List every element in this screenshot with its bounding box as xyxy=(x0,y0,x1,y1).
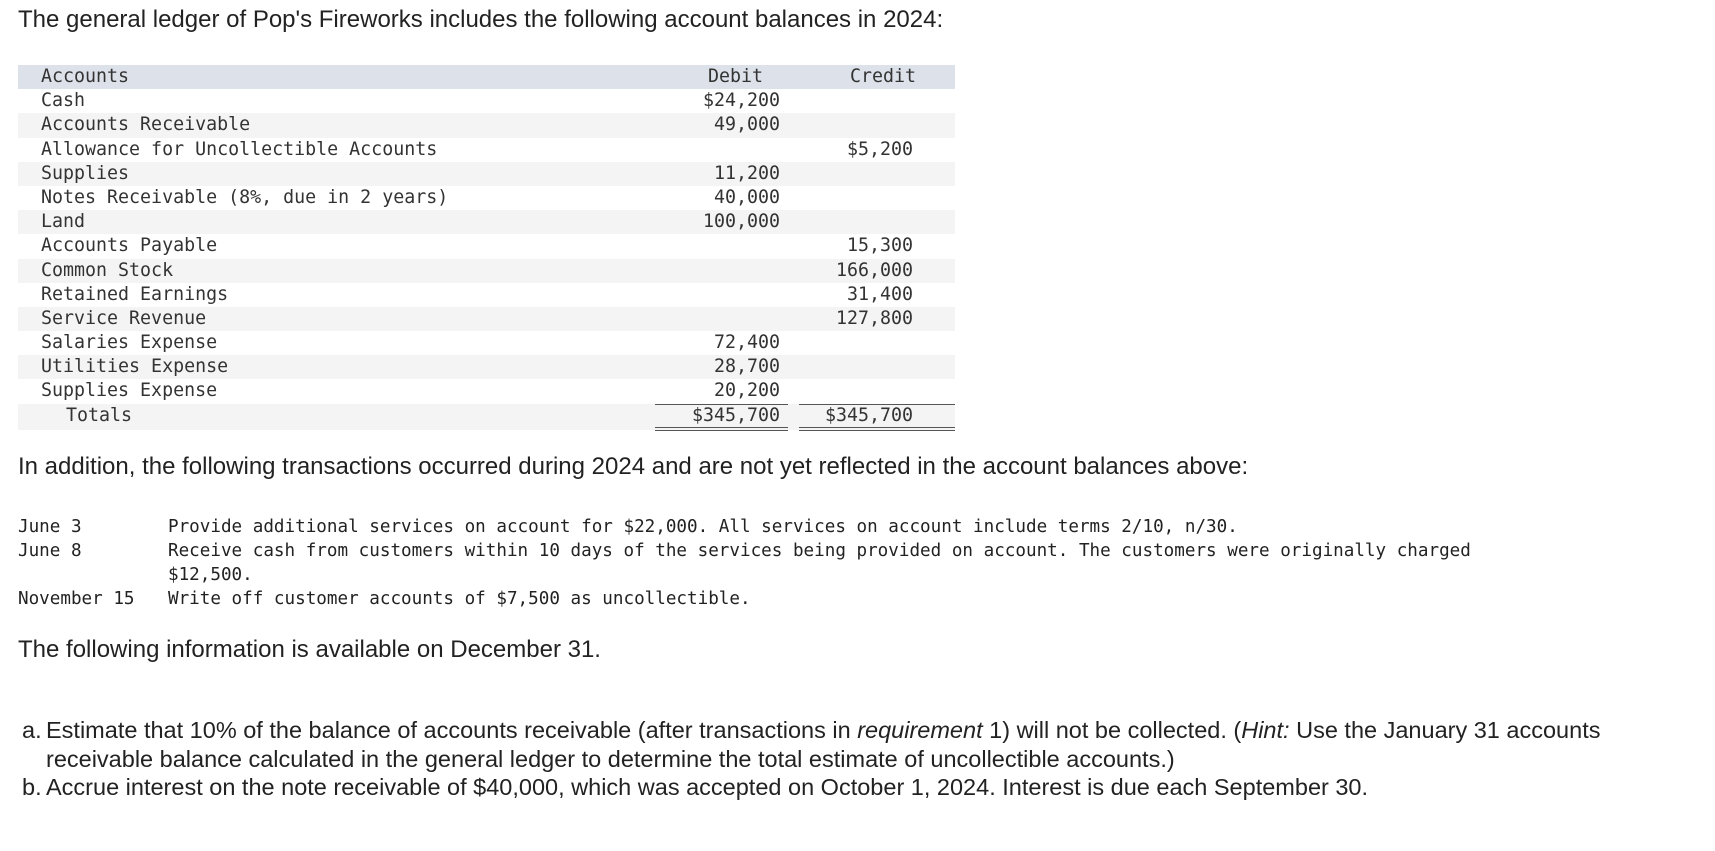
ledger-account-name: Cash xyxy=(41,90,86,112)
ledger-account-name: Salaries Expense xyxy=(41,332,218,354)
ledger-row xyxy=(18,89,955,113)
requirement-a-letter: a. xyxy=(22,717,42,743)
transaction-description: Receive cash from customers within 10 days of the services being provided on account. The customers were originally charged $12,500. xyxy=(168,541,1471,585)
ledger-account-name: Supplies xyxy=(41,162,130,184)
ledger-account-name: Land xyxy=(41,211,86,233)
header-credit: Credit xyxy=(850,66,917,87)
header-debit: Debit xyxy=(708,66,764,87)
ledger-credit-amount: $5,200 xyxy=(846,138,913,160)
ledger-debit-amount: 28,700 xyxy=(713,356,780,378)
transaction-date: June 3 xyxy=(18,517,82,537)
ledger-row xyxy=(18,355,955,379)
ledger-row xyxy=(18,331,955,355)
info-intro: The following information is available on December 31. xyxy=(18,636,601,663)
ledger-header-row xyxy=(18,65,955,89)
ledger-debit-amount: 100,000 xyxy=(702,211,780,233)
requirement-b-letter: b. xyxy=(22,774,42,801)
requirement-a-text: Use the January 31 accounts receivable balance calculated in the general ledger to determine the total estimate of uncollectible accounts.) xyxy=(46,717,1601,772)
ledger-account-name: Service Revenue xyxy=(41,307,207,329)
totals-label: Totals xyxy=(66,404,133,426)
transaction-row xyxy=(18,515,1513,539)
ledger-row xyxy=(18,234,955,258)
ledger-body xyxy=(18,89,955,403)
ledger-row xyxy=(18,210,955,234)
transactions-intro: In addition, the following transactions occurred during 2024 and are not yet reflected in the account balances above: xyxy=(18,453,1249,480)
totals-debit: $345,700 xyxy=(691,404,780,426)
ledger-account-name: Utilities Expense xyxy=(41,356,229,378)
requirement-a xyxy=(18,716,1678,773)
ledger-credit-amount: 127,800 xyxy=(835,307,913,329)
transaction-date: June 8 xyxy=(18,541,82,561)
ledger-account-name: Accounts Receivable xyxy=(41,114,251,136)
totals-credit: $345,700 xyxy=(824,404,913,426)
ledger-account-name: Supplies Expense xyxy=(41,380,218,402)
ledger-account-name: Common Stock xyxy=(41,259,174,281)
requirement-b xyxy=(18,773,1678,802)
ledger-debit-amount: 49,000 xyxy=(713,114,780,136)
ledger-row xyxy=(18,138,955,162)
intro-text: The general ledger of Pop's Fireworks includes the following account balances in 2024: xyxy=(18,6,944,33)
ledger-credit-amount: 31,400 xyxy=(846,283,913,305)
ledger-row xyxy=(18,307,955,331)
ledger-credit-amount: 166,000 xyxy=(835,259,913,281)
general-ledger-table xyxy=(18,65,955,430)
ledger-debit-amount: 20,200 xyxy=(713,380,780,402)
hint-label: Hint: xyxy=(1241,717,1290,743)
ledger-debit-amount: 11,200 xyxy=(713,162,780,184)
ledger-account-name: Accounts Payable xyxy=(41,235,218,257)
transaction-row xyxy=(18,539,1513,587)
ledger-debit-amount: $24,200 xyxy=(702,90,780,112)
header-accounts: Accounts xyxy=(41,66,130,87)
requirement-a-text: Estimate that 10% of the balance of accounts receivable (after transactions in xyxy=(46,717,858,743)
requirements-list xyxy=(18,716,1678,802)
requirement-b-text: Accrue interest on the note receivable of $40,000, which was accepted on October 1, 2024. Interest is due each September 30. xyxy=(46,774,1369,801)
transactions-list xyxy=(18,515,1513,611)
ledger-row xyxy=(18,113,955,137)
ledger-totals-row xyxy=(18,404,955,430)
ledger-row xyxy=(18,259,955,283)
ledger-account-name: Retained Earnings xyxy=(41,283,229,305)
ledger-row xyxy=(18,379,955,403)
ledger-account-name: Notes Receivable (8%, due in 2 years) xyxy=(41,186,449,208)
transaction-date: November 15 xyxy=(18,589,135,609)
requirement-a-emphasis: requirement xyxy=(857,717,983,743)
ledger-row xyxy=(18,186,955,210)
ledger-account-name: Allowance for Uncollectible Accounts xyxy=(41,138,438,160)
ledger-debit-amount: 72,400 xyxy=(713,332,780,354)
ledger-credit-amount: 15,300 xyxy=(846,235,913,257)
transaction-description: Write off customer accounts of $7,500 as uncollectible. xyxy=(168,589,751,609)
ledger-row xyxy=(18,283,955,307)
transaction-description: Provide additional services on account for $22,000. All services on account include terms 2/10, n/30. xyxy=(168,517,1238,537)
transaction-row xyxy=(18,587,1513,611)
requirement-a-text: 1) will not be collected. ( xyxy=(982,717,1242,743)
ledger-row xyxy=(18,162,955,186)
ledger-debit-amount: 40,000 xyxy=(713,186,780,208)
